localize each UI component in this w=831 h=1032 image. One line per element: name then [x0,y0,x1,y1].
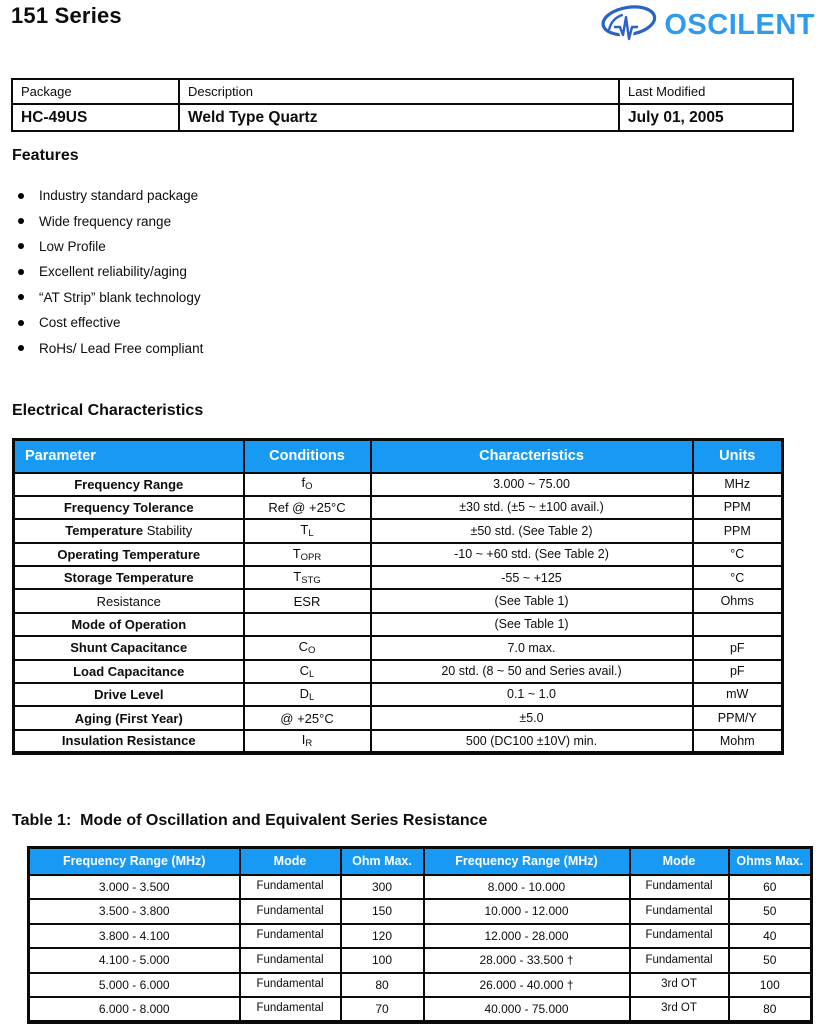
table-cell: 80 [729,997,812,1022]
table-cell: 70 [341,997,424,1022]
table-cell: 8.000 - 10.000 [424,875,630,900]
package-info-table [11,78,794,132]
bullet-icon [18,269,24,275]
table-cell: 28.000 - 33.500 † [424,948,630,973]
info-header-description: Description [179,79,619,104]
table-row [14,636,783,659]
table1-body [29,875,812,1022]
characteristics-cell: 0.1 ~ 1.0 [371,683,693,706]
electrical-heading: Electrical Characteristics [12,402,204,419]
info-value-package: HC-49US [12,104,179,131]
table-row [14,730,783,753]
table-cell: Fundamental [240,924,341,949]
feature-item [18,310,203,335]
conditions-cell: $T_L$ [244,519,371,542]
table-cell: Fundamental [630,924,729,949]
info-header-last-modified: Last Modified [619,79,793,104]
table-row [14,473,783,496]
table-cell: 100 [341,948,424,973]
conditions-cell: $D_L$ [244,683,371,706]
oscilent-logo-icon [598,2,660,49]
table-cell: 3.800 - 4.100 [29,924,240,949]
table-cell: 80 [341,973,424,998]
characteristics-cell: -10 ~ +60 std. (See Table 2) [371,543,693,566]
units-cell: mW [693,683,783,706]
col-ohms-max: Ohms Max. [729,848,812,875]
feature-item [18,208,203,233]
feature-item-label: Industry standard package [39,188,199,204]
col-mode-2: Mode [630,848,729,875]
characteristics-cell: 7.0 max. [371,636,693,659]
conditions-cell: ESR [244,589,371,612]
table-cell: 300 [341,875,424,900]
table-cell: 3.000 - 3.500 [29,875,240,900]
parameter-cell: Frequency Tolerance [14,496,244,519]
units-cell: PPM/Y [693,706,783,729]
oscilent-wordmark: OSCILENT [664,9,815,41]
parameter-cell: Load Capacitance [14,660,244,683]
conditions-cell: $I_R$ [244,730,371,753]
feature-item [18,335,203,360]
units-cell: Ohms [693,589,783,612]
oscilent-logo [598,2,815,49]
table-cell: 10.000 - 12.000 [424,899,630,924]
table-cell: 100 [729,973,812,998]
parameter-cell: Mode of Operation [14,613,244,636]
table-cell: 40 [729,924,812,949]
table-cell: Fundamental [630,875,729,900]
table-row [14,683,783,706]
table-row [29,924,812,949]
table-cell: 4.100 - 5.000 [29,948,240,973]
info-header-row [12,79,793,104]
units-cell: PPM [693,519,783,542]
table-row [29,899,812,924]
conditions-cell: $T_{STG}$ [244,566,371,589]
table-cell: 5.000 - 6.000 [29,973,240,998]
table-row [14,519,783,542]
feature-item [18,259,203,284]
conditions-cell: $C_O$ [244,636,371,659]
page-title: 151 Series [11,3,122,28]
feature-item-label: RoHs/ Lead Free compliant [39,340,204,356]
table-cell: 12.000 - 28.000 [424,924,630,949]
bullet-icon [18,193,24,199]
bullet-icon [18,294,24,300]
feature-item-label: Low Profile [39,238,106,254]
characteristics-cell: (See Table 1) [371,589,693,612]
table-cell: 120 [341,924,424,949]
units-cell: °C [693,566,783,589]
electrical-table-body [14,473,783,754]
electrical-header-row [14,440,783,473]
table-row [14,589,783,612]
characteristics-cell: ±5.0 [371,706,693,729]
table-cell: Fundamental [240,875,341,900]
table-row [14,543,783,566]
table-cell: 26.000 - 40.000 † [424,973,630,998]
table-cell: 3rd OT [630,973,729,998]
conditions-cell: @ +25°C [244,706,371,729]
characteristics-cell: ±50 std. (See Table 2) [371,519,693,542]
table-cell: Fundamental [240,948,341,973]
table-cell: Fundamental [240,997,341,1022]
col-conditions: Conditions [244,440,371,473]
bullet-icon [18,345,24,351]
info-value-row [12,104,793,131]
units-cell: MHz [693,473,783,496]
characteristics-cell: -55 ~ +125 [371,566,693,589]
parameter-cell: Insulation Resistance [14,730,244,753]
table-row [14,566,783,589]
characteristics-cell: 20 std. (8 ~ 50 and Series avail.) [371,660,693,683]
table-row [14,706,783,729]
table-cell: 60 [729,875,812,900]
feature-item-label: Excellent reliability/aging [39,264,187,280]
units-cell: Mohm [693,730,783,753]
units-cell: PPM [693,496,783,519]
table-row [14,496,783,519]
feature-item-label: Wide frequency range [39,213,172,229]
info-value-description: Weld Type Quartz [179,104,619,131]
characteristics-cell: 500 (DC100 ±10V) min. [371,730,693,753]
conditions-cell: $C_L$ [244,660,371,683]
features-heading: Features [12,147,79,164]
table-row [14,660,783,683]
table1-header-row [29,848,812,875]
table-cell: Fundamental [630,948,729,973]
features-list [18,183,203,361]
bullet-icon [18,320,24,326]
table-cell: Fundamental [240,973,341,998]
conditions-cell: $T_{OPR}$ [244,543,371,566]
parameter-cell: Shunt Capacitance [14,636,244,659]
parameter-cell: Aging (First Year) [14,706,244,729]
col-freq-range-1: Frequency Range (MHz) [29,848,240,875]
table-cell: 3rd OT [630,997,729,1022]
table-row [29,997,812,1022]
col-freq-range-2: Frequency Range (MHz) [424,848,630,875]
parameter-cell: Drive Level [14,683,244,706]
table1-heading: Table 1: Mode of Oscillation and Equivalent Series Resistance [12,812,488,829]
table-cell: 6.000 - 8.000 [29,997,240,1022]
feature-item-label: Cost effective [39,315,121,331]
characteristics-cell: ±30 std. (±5 ~ ±100 avail.) [371,496,693,519]
units-cell: pF [693,660,783,683]
table-cell: 150 [341,899,424,924]
units-cell [693,613,783,636]
table-row [29,973,812,998]
parameter-cell: Operating Temperature [14,543,244,566]
conditions-cell [244,613,371,636]
table-cell: 50 [729,899,812,924]
table-row [29,875,812,900]
characteristics-cell: (See Table 1) [371,613,693,636]
parameter-cell: Frequency Range [14,473,244,496]
bullet-icon [18,218,24,224]
parameter-cell: Temperature Stability [14,519,244,542]
table-cell: 50 [729,948,812,973]
table-cell: Fundamental [240,899,341,924]
units-cell: pF [693,636,783,659]
units-cell: °C [693,543,783,566]
col-characteristics: Characteristics [371,440,693,473]
info-value-last-modified: July 01, 2005 [619,104,793,131]
bullet-icon [18,243,24,249]
mode-resistance-table [27,846,813,1024]
table-row [14,613,783,636]
table-cell: 3.500 - 3.800 [29,899,240,924]
feature-item [18,285,203,310]
electrical-table [12,438,784,755]
feature-item-label: “AT Strip” blank technology [39,289,201,305]
table-cell: Fundamental [630,899,729,924]
col-parameter: Parameter [14,440,244,473]
table-row [29,948,812,973]
table-cell: 40.000 - 75.000 [424,997,630,1022]
info-header-package: Package [12,79,179,104]
feature-item [18,234,203,259]
feature-item [18,183,203,208]
conditions-cell: $f_O$ [244,473,371,496]
col-ohm-max: Ohm Max. [341,848,424,875]
parameter-cell: Resistance [14,589,244,612]
col-units: Units [693,440,783,473]
col-mode-1: Mode [240,848,341,875]
parameter-cell: Storage Temperature [14,566,244,589]
conditions-cell: Ref @ +25°C [244,496,371,519]
characteristics-cell: 3.000 ~ 75.00 [371,473,693,496]
